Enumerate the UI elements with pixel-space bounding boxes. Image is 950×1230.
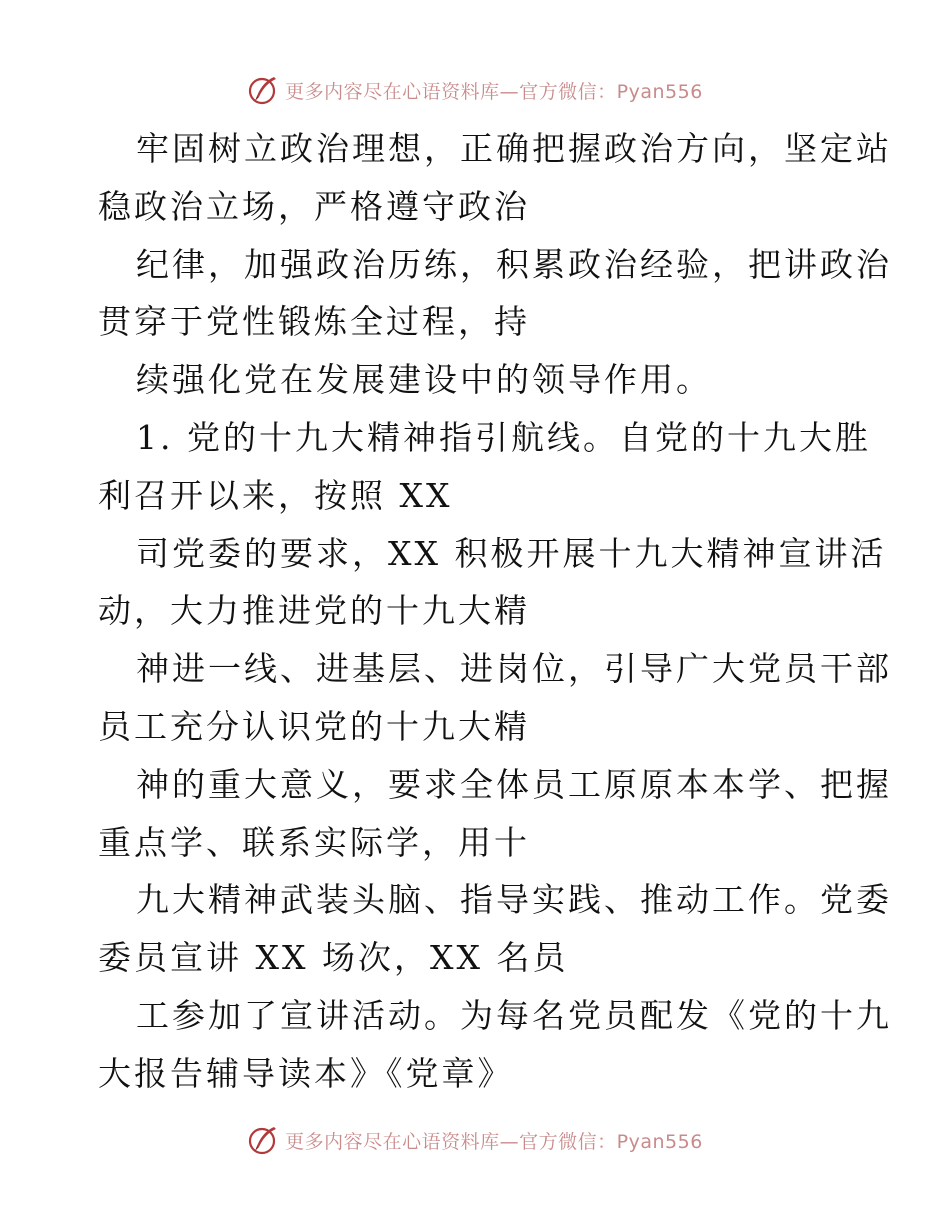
quill-pen-in-circle-icon — [247, 74, 279, 106]
paragraph-line: 司党委的要求，XX 积极开展十九大精神宣讲活 — [136, 533, 887, 573]
paragraph-line: 神的重大意义，要求全体员工原原本本学、把握 — [136, 764, 892, 804]
paragraph-line: 委员宣讲 XX 场次，XX 名员 — [98, 938, 569, 978]
paragraph-line: 牢固树立政治理想，正确把握政治方向，坚定站 — [136, 129, 892, 168]
paragraph-line: 动，大力推进党的十九大精 — [98, 591, 530, 631]
paragraph-line: 纪律，加强政治历练，积累政治经验，把讲政治 — [136, 244, 892, 284]
paragraph-line: 利召开以来，按照 XX — [98, 475, 453, 515]
footer-watermark-banner — [0, 1120, 950, 1160]
paragraph-line: 贯穿于党性锻炼全过程，持 — [98, 302, 530, 342]
header-watermark-banner — [0, 70, 950, 110]
paragraph-line: 重点学、联系实际学，用十 — [98, 822, 530, 862]
paragraph-line: 大报告辅导读本》《党章》 — [98, 1053, 514, 1093]
document-body — [98, 120, 892, 1103]
paragraph-line: 九大精神武装头脑、指导实践、推动工作。党委 — [136, 880, 892, 920]
paragraph-line: 续强化党在发展建设中的领导作用。 — [136, 360, 712, 400]
paragraph-line: 工参加了宣讲活动。为每名党员配发《党的十九 — [136, 995, 892, 1035]
paragraph-line: 神进一线、进基层、进岗位，引导广大党员干部 — [136, 649, 892, 689]
footer-watermark-text: 更多内容尽在心语资料库—官方微信：Pyan556 — [285, 1130, 703, 1153]
paragraph-line: 员工充分认识党的十九大精 — [98, 706, 530, 746]
paragraph-line: 稳政治立场，严格遵守政治 — [98, 186, 530, 226]
header-watermark-text: 更多内容尽在心语资料库—官方微信：Pyan556 — [285, 80, 703, 103]
quill-pen-in-circle-icon — [247, 1124, 279, 1156]
paragraph-line: 1. 党的十九大精神指引航线。自党的十九大胜 — [136, 417, 871, 457]
